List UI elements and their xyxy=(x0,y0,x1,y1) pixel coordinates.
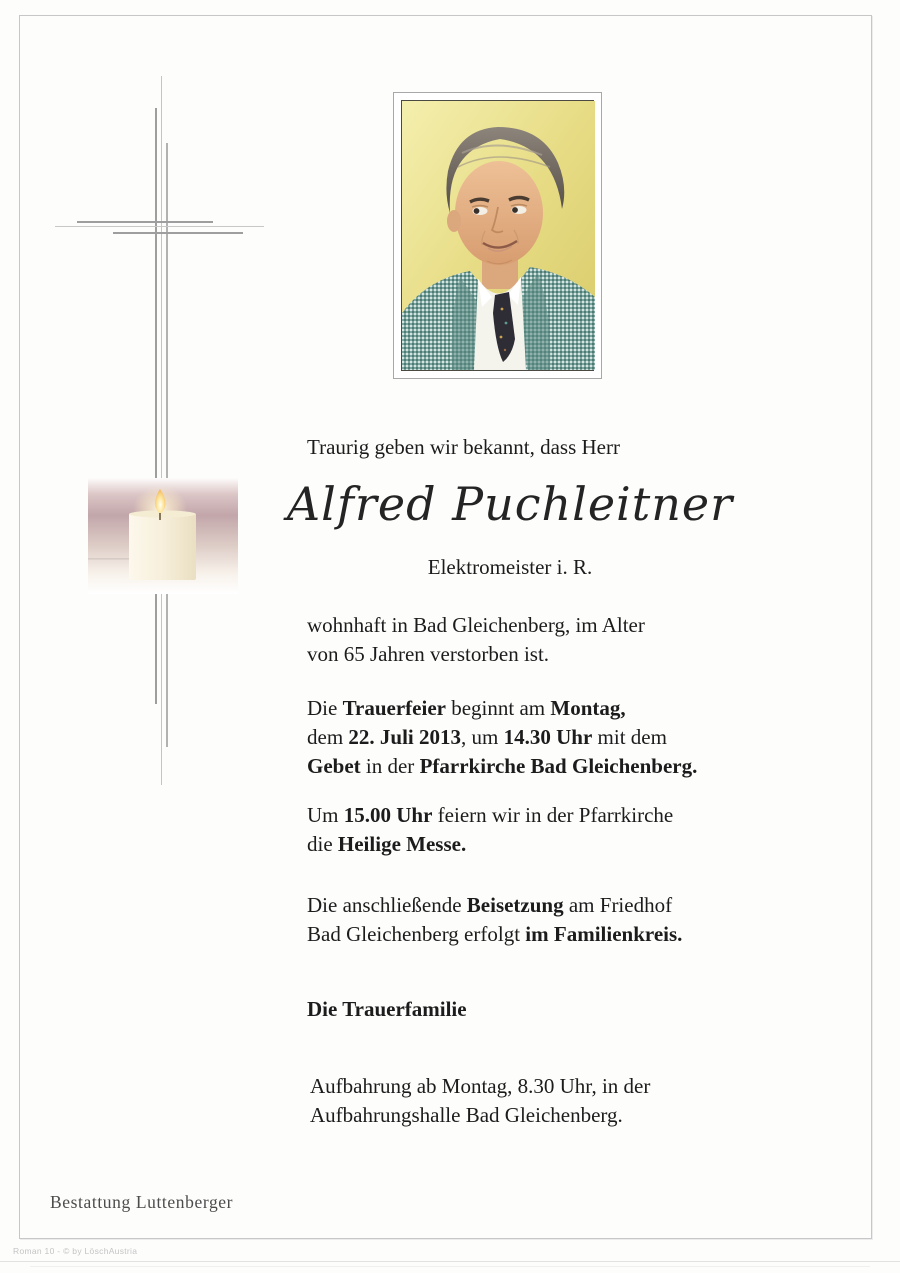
text-segment: Bad Gleichenberg erfolgt xyxy=(307,922,526,946)
profession: Elektromeister i. R. xyxy=(427,555,593,579)
text-segment: Die anschließende xyxy=(307,893,467,917)
text-segment: mit dem xyxy=(592,725,667,749)
funeral-home-signature: Bestattung Luttenberger xyxy=(50,1192,234,1212)
text-line xyxy=(307,830,673,859)
mass-paragraph xyxy=(307,801,673,859)
text-segment: 15.00 Uhr xyxy=(343,803,433,827)
cross-horizontal-line xyxy=(77,221,213,223)
cross-horizontal-line xyxy=(113,232,243,234)
portrait-photo-inner xyxy=(401,100,594,371)
text-segment: am Friedhof xyxy=(563,893,673,917)
text-segment: feiern wir in der Pfarrkirche xyxy=(432,803,674,827)
residence-paragraph xyxy=(307,611,645,669)
portrait-illustration xyxy=(402,101,595,370)
text-segment: Die xyxy=(307,696,343,720)
text-segment: 22. Juli 2013 xyxy=(348,725,462,749)
text-segment: Beisetzung xyxy=(466,893,564,917)
text-segment: in der xyxy=(360,754,420,778)
text-line: Aufbahrung ab Montag, 8.30 Uhr, in der xyxy=(310,1074,651,1098)
portrait-photo xyxy=(393,92,602,379)
text-line: von 65 Jahren verstorben ist. xyxy=(307,642,550,666)
text-line xyxy=(307,723,697,752)
candle-image xyxy=(88,472,238,598)
text-segment: dem xyxy=(307,725,349,749)
cross-vertical-line xyxy=(161,76,162,785)
burial-paragraph xyxy=(307,891,682,949)
text-segment: Pfarrkirche Bad Gleichenberg. xyxy=(419,754,698,778)
text-line: Aufbahrungshalle Bad Gleichenberg. xyxy=(310,1103,623,1127)
text-segment: Um xyxy=(307,803,344,827)
viewing-paragraph xyxy=(310,1072,650,1130)
intro-line: Traurig geben wir bekannt, dass Herr xyxy=(307,435,620,459)
name-column xyxy=(285,474,735,534)
text-line: wohnhaft in Bad Gleichenberg, im Alter xyxy=(307,613,645,637)
scan-edge-line xyxy=(0,1261,900,1262)
text-line xyxy=(307,801,673,830)
text-segment: 14.30 Uhr xyxy=(503,725,593,749)
closing-family: Die Trauerfamilie xyxy=(307,997,467,1021)
candle-illustration xyxy=(88,472,238,598)
text-segment: die xyxy=(307,832,338,856)
print-credit: Roman 10 - © by LöschAustria xyxy=(13,1246,138,1256)
text-segment: Trauerfeier xyxy=(342,696,446,720)
funeral-service-paragraph xyxy=(307,694,697,781)
cross-vertical-line xyxy=(155,108,157,704)
text-segment: beginnt am xyxy=(445,696,551,720)
text-line xyxy=(307,694,697,723)
cross-horizontal-line xyxy=(55,226,264,227)
text-segment: , um xyxy=(461,725,504,749)
text-segment: Montag, xyxy=(550,696,626,720)
text-line xyxy=(307,891,682,920)
text-segment: Gebet xyxy=(307,754,361,778)
text-line xyxy=(307,920,682,949)
text-line xyxy=(307,752,697,781)
scan-edge-line xyxy=(30,1266,870,1267)
text-segment: im Familienkreis. xyxy=(525,922,683,946)
deceased-name: Alfred Puchleitner xyxy=(286,477,734,531)
text-segment: Heilige Messe. xyxy=(337,832,467,856)
